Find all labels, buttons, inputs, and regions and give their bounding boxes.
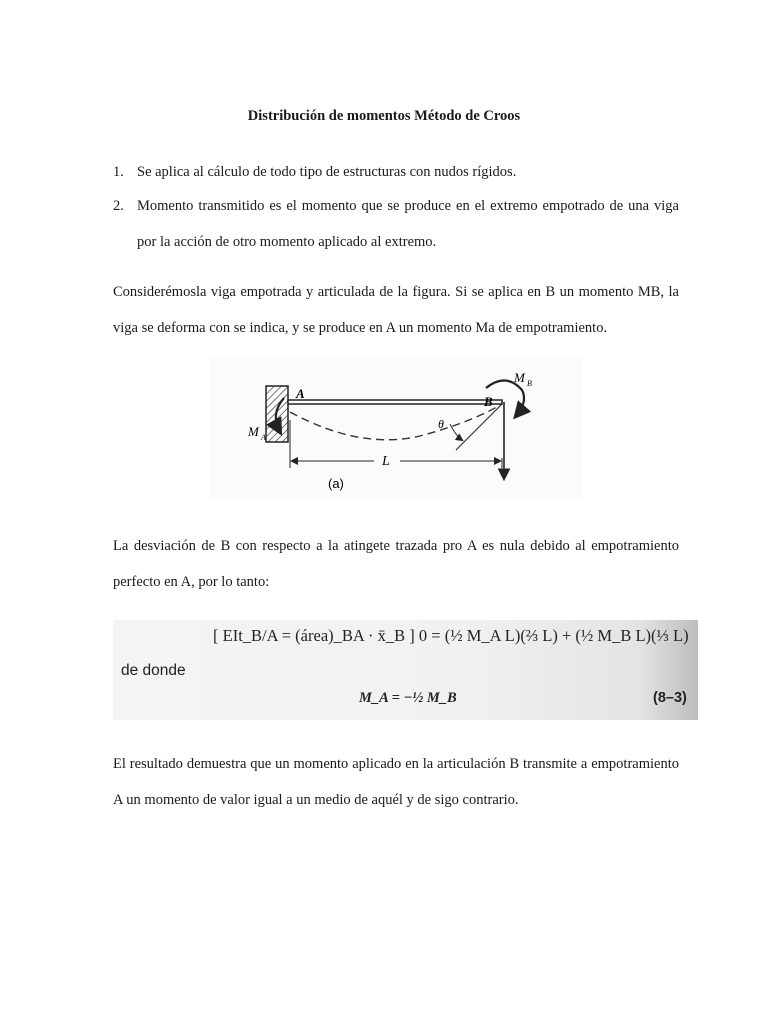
list-number: 1. (113, 164, 124, 180)
paragraph-viga: Considerémosla viga empotrada y articulada de la figura. Si se aplica en B un momento MB, la viga se deforma con se indica, y se produce en A un momento Ma de empotramiento. (113, 284, 679, 336)
label-b: B (484, 394, 493, 409)
label-mb-sub: B (527, 379, 532, 388)
list-item (113, 188, 679, 260)
label-theta: θ (438, 417, 444, 431)
label-mb: M (514, 370, 525, 385)
label-a: A (296, 386, 305, 401)
paragraph-resultado: El resultado demuestra que un momento aplicado en la articulación B transmite a empotramiento A un momento de valor igual a un medio de aquél y de sigo contrario. (113, 756, 679, 808)
equation-number: (8–3) (653, 690, 687, 706)
beam-figure (210, 358, 582, 500)
paragraph-desviacion: La desviación de B con respecto a la atingete trazada pro A es nula debido al empotramiento perfecto en A, por lo tanto: (113, 538, 679, 590)
list-text: Se aplica al cálculo de todo tipo de estructuras con nudos rígidos. (137, 164, 517, 180)
equation-line-2: M_A = −½ M_B (359, 690, 457, 706)
beam (288, 400, 502, 404)
equation-block (113, 620, 698, 720)
document-title: Distribución de momentos Método de Croos (247, 108, 521, 124)
list-text: Momento transmitido es el momento que se produce en el extremo empotrado de una viga por la acción de otro momento aplicado al extremo. (137, 198, 679, 250)
label-ma-sub: A (261, 433, 266, 442)
label-ma: M (248, 424, 259, 439)
equation-line-1: [ EIt_B/A = (área)_BA · x̄_B ] 0 = (½ M_A L)(⅔ L) + (½ M_B L)(⅓ L) (213, 626, 689, 645)
figure-caption: (a) (328, 476, 344, 491)
list-number: 2. (113, 198, 124, 214)
label-l: L (382, 454, 390, 469)
equation-de-donde: de donde (121, 662, 186, 679)
list-item (113, 154, 679, 190)
